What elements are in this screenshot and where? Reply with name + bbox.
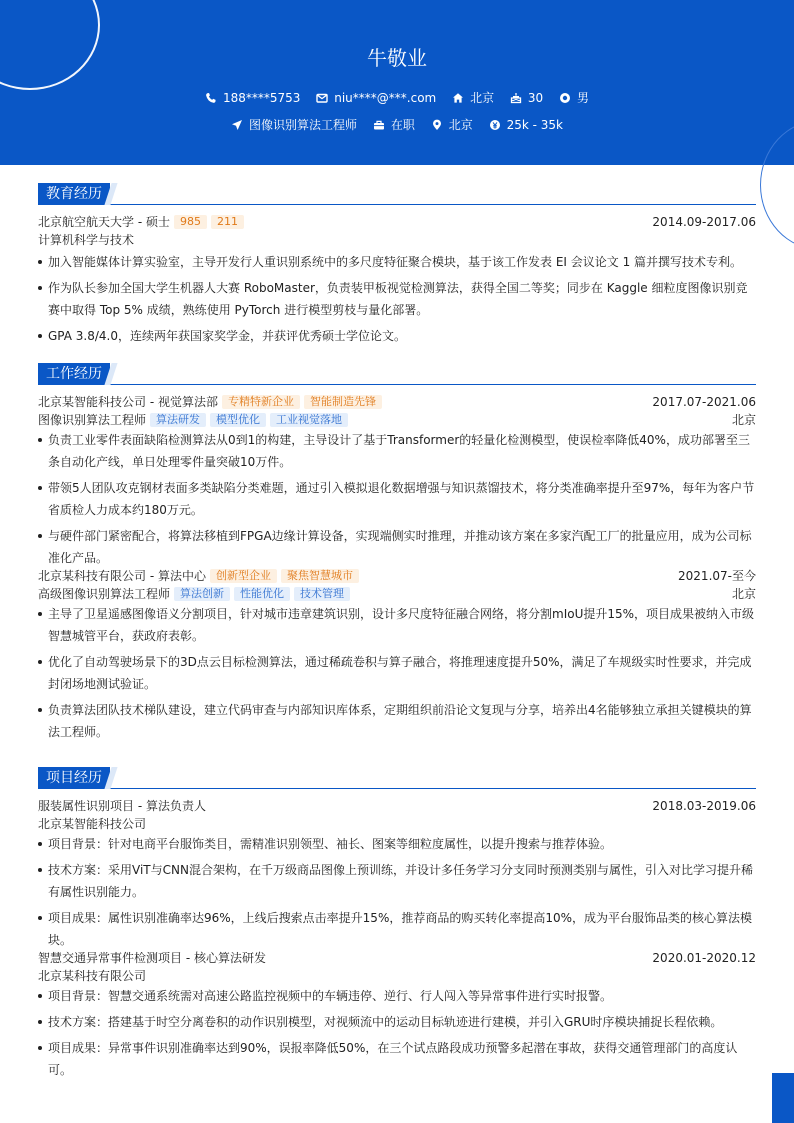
list-item: 带领5人团队攻克钢材表面多类缺陷分类难题，通过引入模拟退化数据增强与知识蒸馏技术，将分类准确率提升至97%，每年为客户节省质检人力成本约180万元。 xyxy=(38,477,756,521)
role-tag: 模型优化 xyxy=(210,413,266,427)
list-item: 项目成果：属性识别准确率达96%，上线后搜索点击率提升15%，推荐商品的购买转化率提高10%，成为平台服饰品类的核心算法模块。 xyxy=(38,907,756,951)
work-section xyxy=(38,363,756,747)
major: 计算机科学与技术 xyxy=(38,233,135,247)
corner-decoration xyxy=(772,1073,794,1123)
role-tag: 算法研发 xyxy=(150,413,206,427)
list-item: 优化了自动驾驶场景下的3D点云目标检测算法，通过稀疏卷积与算子融合，将推理速度提升50%，满足了车规级实时性要求，并完成封闭场地测试验证。 xyxy=(38,651,756,695)
section-title: 教育经历 xyxy=(38,183,110,205)
role-tag: 技术管理 xyxy=(294,587,350,601)
status-icon xyxy=(373,119,385,131)
role-tag: 工业视觉落地 xyxy=(270,413,348,427)
project-entry xyxy=(38,949,756,1081)
list-item: 项目成果：异常事件识别准确率达到90%，误报率降低50%，在三个试点路段成功预警多起潜在事故，获得交通管理部门的高度认可。 xyxy=(38,1037,756,1081)
project-bullets xyxy=(38,833,756,951)
cake-icon xyxy=(510,92,522,104)
send-icon xyxy=(231,119,243,131)
job-status-item: 在职 xyxy=(373,116,415,133)
job-entry xyxy=(38,567,756,743)
job-city: 北京 xyxy=(731,413,756,427)
list-item: 技术方案：采用ViT与CNN混合架构，在千万级商品图像上预训练，并设计多任务学习分支同时预测类别与属性，引入对比学习提升稀有属性识别能力。 xyxy=(38,859,756,903)
project-bullets xyxy=(38,985,756,1081)
list-item: 技术方案：搭建基于时空分离卷积的动作识别模型，对视频流中的运动目标轨迹进行建模，并引入GRU时序模块捕捉长程依赖。 xyxy=(38,1011,756,1033)
company-tag: 聚焦智慧城市 xyxy=(281,569,359,583)
company-tag: 专精特新企业 xyxy=(222,395,300,409)
age-item: 30 xyxy=(510,91,543,105)
company-tag: 创新型企业 xyxy=(210,569,277,583)
contact-row xyxy=(0,89,794,106)
project-section xyxy=(38,767,756,1085)
company-name: 北京某智能科技公司 - 视觉算法部 xyxy=(38,395,218,409)
education-date: 2014.09-2017.06 xyxy=(652,215,756,229)
project-row xyxy=(38,797,756,815)
role-tag: 算法创新 xyxy=(174,587,230,601)
education-section xyxy=(38,183,756,351)
job-city: 北京 xyxy=(731,587,756,601)
section-title: 工作经历 xyxy=(38,363,110,385)
section-header xyxy=(38,767,756,789)
company-row xyxy=(38,567,756,585)
job-date: 2017.07-2021.06 xyxy=(652,395,756,409)
target-position-item: 图像识别算法工程师 xyxy=(231,116,357,133)
list-item: 项目背景：智慧交通系统需对高速公路监控视频中的车辆违停、逆行、行人闯入等异常事件进行实时报警。 xyxy=(38,985,756,1007)
email-item: niu****@***.com xyxy=(316,91,436,105)
gender-icon xyxy=(559,92,571,104)
home-icon xyxy=(452,92,464,104)
school-tag: 985 xyxy=(174,215,207,229)
company-name: 北京某科技有限公司 - 算法中心 xyxy=(38,569,206,583)
project-row xyxy=(38,949,756,967)
project-entry xyxy=(38,797,756,951)
project-name: 智慧交通异常事件检测项目 - 核心算法研发 xyxy=(38,951,266,965)
header-banner xyxy=(0,0,794,165)
candidate-name: 牛敬业 xyxy=(367,46,427,70)
list-item: 加入智能媒体计算实验室，主导开发行人重识别系统中的多尺度特征聚合模块，基于该工作发表 EI 会议论文 1 篇并撰写技术专利。 xyxy=(38,251,756,273)
salary-icon xyxy=(489,119,501,131)
role-row xyxy=(38,585,756,603)
section-header xyxy=(38,363,756,385)
list-item: GPA 3.8/4.0，连续两年获国家奖学金，并获评优秀硕士学位论文。 xyxy=(38,325,756,347)
job-bullets xyxy=(38,429,756,569)
job-date: 2021.07-至今 xyxy=(678,569,756,583)
list-item: 负责工业零件表面缺陷检测算法从0到1的构建，主导设计了基于Transformer的轻量化检测模型，使误检率降低40%，成功部署至三条自动化产线，单日处理零件量突破10万件。 xyxy=(38,429,756,473)
target-city-item: 北京 xyxy=(431,116,473,133)
job-entry xyxy=(38,393,756,569)
project-date: 2018.03-2019.06 xyxy=(652,799,756,813)
company-row xyxy=(38,393,756,411)
job-role: 高级图像识别算法工程师 xyxy=(38,587,171,601)
major-row xyxy=(38,231,756,249)
gender-item: 男 xyxy=(559,89,589,106)
role-row xyxy=(38,411,756,429)
education-row xyxy=(38,213,756,231)
list-item: 与硬件部门紧密配合，将算法移植到FPGA边缘计算设备，实现端侧实时推理，并推动该方案在多家汽配工厂的批量应用，成为公司标准化产品。 xyxy=(38,525,756,569)
school-tag: 211 xyxy=(211,215,244,229)
list-item: 主导了卫星遥感图像语义分割项目，针对城市违章建筑识别，设计多尺度特征融合网络，将分割mIoU提升15%，项目成果被纳入市级智慧城管平台，获政府表彰。 xyxy=(38,603,756,647)
job-bullets xyxy=(38,603,756,743)
job-role: 图像识别算法工程师 xyxy=(38,413,147,427)
project-name: 服装属性识别项目 - 算法负责人 xyxy=(38,799,206,813)
role-tag: 性能优化 xyxy=(234,587,290,601)
job-intent-row xyxy=(0,116,794,133)
education-bullets xyxy=(38,251,756,347)
list-item: 负责算法团队技术梯队建设，建立代码审查与内部知识库体系，定期组织前沿论文复现与分享，培养出4名能够独立承担关键模块的算法工程师。 xyxy=(38,699,756,743)
list-item: 作为队长参加全国大学生机器人大赛 RoboMaster，负责装甲板视觉检测算法，获得全国二等奖；同步在 Kaggle 细粒度图像识别竞赛中取得 Top 5% 成绩，熟练使用 PyTorch 进行模型剪枝与量化部署。 xyxy=(38,277,756,321)
project-org: 北京某科技有限公司 xyxy=(38,969,147,983)
project-date: 2020.01-2020.12 xyxy=(652,951,756,965)
project-org-row xyxy=(38,815,756,833)
hometown-item: 北京 xyxy=(452,89,494,106)
section-title: 项目经历 xyxy=(38,767,110,789)
company-tag: 智能制造先锋 xyxy=(304,395,382,409)
phone-item: 188****5753 xyxy=(205,91,300,105)
location-pin-icon xyxy=(431,119,443,131)
school-name: 北京航空航天大学 - 硕士 xyxy=(38,215,170,229)
mail-icon xyxy=(316,92,328,104)
phone-icon xyxy=(205,92,217,104)
project-org: 北京某智能科技公司 xyxy=(38,817,147,831)
salary-item: 25k - 35k xyxy=(489,118,563,132)
section-header xyxy=(38,183,756,205)
project-org-row xyxy=(38,967,756,985)
list-item: 项目背景：针对电商平台服饰类目，需精准识别领型、袖长、图案等细粒度属性，以提升搜索与推荐体验。 xyxy=(38,833,756,855)
